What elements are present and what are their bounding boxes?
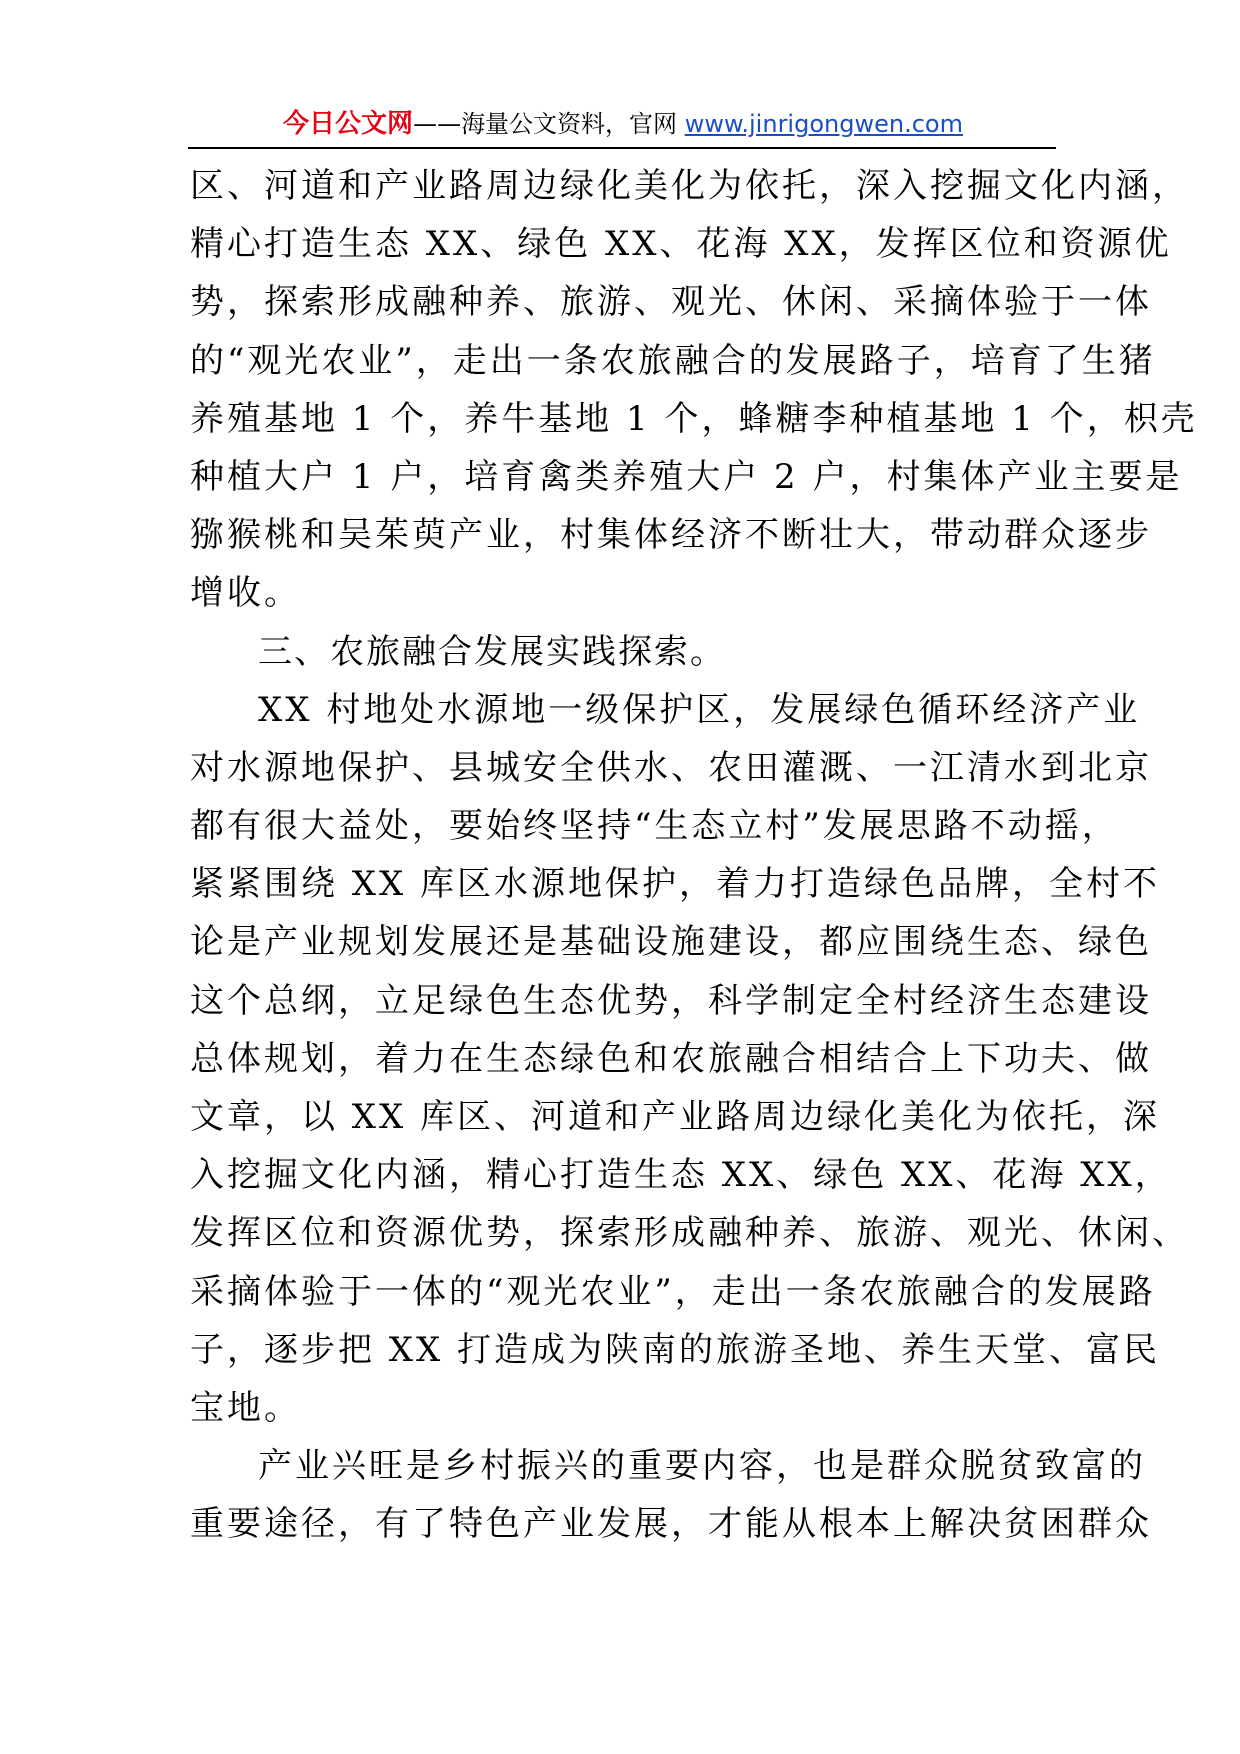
text-line: 采摘体验于一体的“观光农业”，走出一条农旅融合的发展路 [190,1271,1156,1312]
text-line: 养殖基地 1 个，养牛基地 1 个，蜂糖李种植基地 1 个，枳壳 [190,398,1198,439]
site-tagline: ——海量公文资料，官网 [413,110,685,138]
text-line: 产业兴旺是乡村振兴的重要内容，也是群众脱贫致富的 [258,1446,1146,1487]
header-divider [188,147,1056,149]
text-line: 论是产业规划发展还是基础设施建设，都应围绕生态、绿色 [190,922,1152,963]
text-line: 猕猴桃和吴茱萸产业，村集体经济不断壮大，带动群众逐步 [190,515,1152,556]
text-line: 子，逐步把 XX 打造成为陕南的旅游圣地、养生天堂、富民 [190,1329,1161,1370]
text-line: 都有很大益处，要始终坚持“生态立村”发展思路不动摇， [190,806,1119,847]
text-line: 对水源地保护、县城安全供水、农田灌溉、一江清水到北京 [190,747,1152,788]
text-line: 入挖掘文化内涵，精心打造生态 XX、绿色 XX、花海 XX， [190,1155,1172,1196]
text-line: 势，探索形成融种养、旅游、观光、休闲、采摘体验于一体 [190,282,1152,323]
text-line: 紧紧围绕 XX 库区水源地保护，着力打造绿色品牌，全村不 [190,864,1161,905]
text-line: 这个总纲，立足绿色生态优势，科学制定全村经济生态建设 [190,980,1152,1021]
text-line: 的“观光农业”，走出一条农旅融合的发展路子，培育了生猪 [190,340,1156,381]
section-heading: 三、农旅融合发展实践探索。 [258,631,726,672]
text-line: 种植大户 1 户，培育禽类养殖大户 2 户，村集体产业主要是 [190,456,1183,497]
site-url-link[interactable]: www.jinrigongwen.com [684,110,963,138]
text-line: 区、河道和产业路周边绿化美化为依托，深入挖掘文化内涵， [190,166,1189,206]
text-line: 重要途径，有了特色产业发展，才能从根本上解决贫困群众 [190,1504,1152,1545]
text-line: 文章，以 XX 库区、河道和产业路周边绿化美化为依托，深 [190,1097,1161,1137]
text-line: 精心打造生态 XX、绿色 XX、花海 XX，发挥区位和资源优 [190,224,1172,265]
text-line: XX 村地处水源地一级保护区，发展绿色循环经济产业 [258,689,1141,730]
text-line: 宝地。 [190,1387,301,1428]
text-line: 发挥区位和资源优势，探索形成融种养、旅游、观光、休闲、 [190,1213,1189,1254]
site-brand: 今日公文网 [283,109,414,139]
text-line: 增收。 [190,573,301,614]
text-line: 总体规划，着力在生态绿色和农旅融合相结合上下功夫、做 [190,1038,1152,1079]
page-header [188,104,1058,144]
document-body [190,157,1198,1554]
